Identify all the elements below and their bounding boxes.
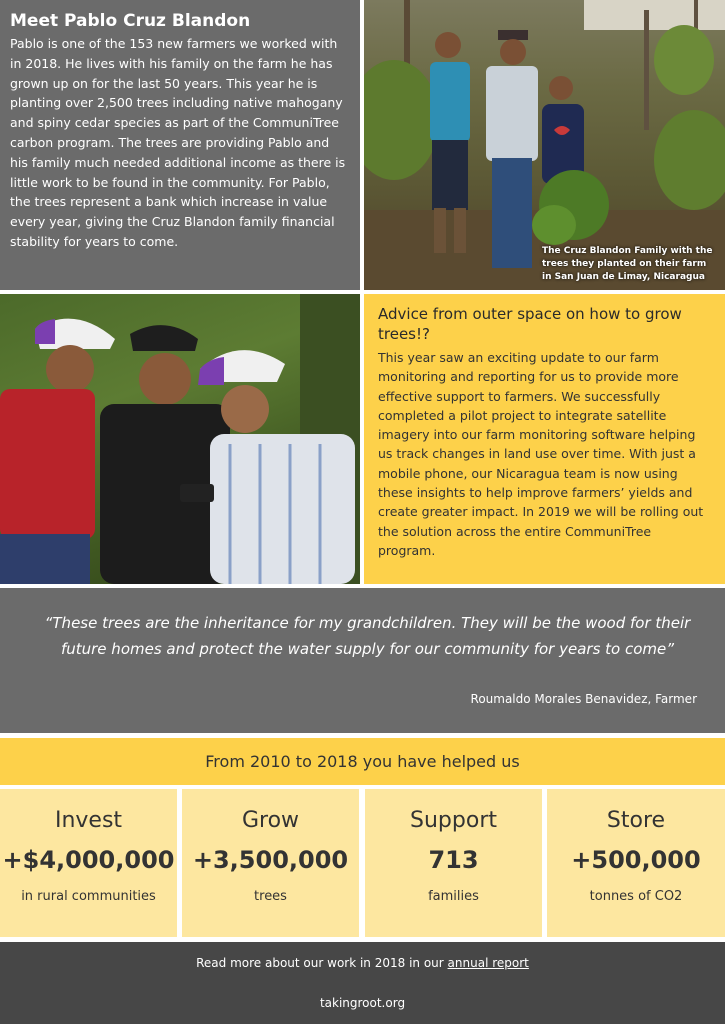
annual-report-link[interactable]: annual report [447, 956, 529, 970]
phone-photo [0, 294, 360, 584]
stat-support [365, 789, 542, 937]
stat-title: Invest [54, 808, 123, 833]
quote-text: “These trees are the inheritance for my grandchildren. They will be the wood for their future homes and protect the water supply for our community for years to come” [44, 614, 691, 658]
stat-value: +3,500,000 [192, 846, 349, 874]
impact-heading-band [0, 738, 725, 785]
stat-title: Support [410, 808, 497, 833]
story-body: Pablo is one of the 153 new farmers we worked with in 2018. He lives with his family on the farm he has grown up on for the last 50 years. This year he is planting over 2,500 trees including native mahogany and spiny cedar species as part of the CommuniTree carbon program. The trees are providing Pablo and his family much needed additional income as there is little work to be found in the community. For Pablo, the trees represent a bank which increase in value every year, giving the Cruz Blandon family financial stability for years to come. [10, 36, 346, 249]
stat-grow [182, 789, 359, 937]
advice-body: This year saw an exciting update to our farm monitoring and reporting for us to provide more effective support to farmers. We successfully completed a pilot project to integrate satellite imagery into our farm monitoring software helping us track changes in land use over time. With just a mobile phone, our Nicaragua team is now using these insights to help improve farmers’ yields and create greater impact. In 2019 we will be rolling out the solution across the entire CommuniTree program. [378, 350, 704, 558]
stat-value: 713 [428, 846, 479, 874]
stat-title: Store [606, 808, 666, 833]
impact-heading: From 2010 to 2018 you have helped us [205, 752, 520, 771]
stat-unit: trees [254, 889, 287, 904]
stat-unit: families [428, 889, 479, 904]
read-more-line [0, 956, 725, 970]
stat-store [547, 789, 725, 937]
advice-title: Advice from outer space on how to grow trees!? [378, 305, 682, 343]
site-url: takingroot.org [319, 996, 406, 1010]
quote-panel [0, 588, 725, 733]
stat-unit: in rural communities [21, 889, 156, 904]
stat-unit: tonnes of CO2 [589, 889, 683, 904]
read-more-text: Read more about our work in 2018 in our [196, 956, 448, 970]
stat-invest [0, 789, 177, 937]
family-photo [364, 0, 725, 290]
footer [0, 942, 725, 1024]
advice-panel [364, 294, 725, 584]
story-title: Meet Pablo Cruz Blandon [10, 11, 251, 31]
family-photo-caption: The Cruz Blandon Family with the trees they planted on their farm in San Juan de Limay, Nicaragua [542, 246, 713, 282]
stat-value: +$4,000,000 [2, 846, 175, 874]
stat-value: +500,000 [571, 846, 701, 874]
story-panel [0, 0, 360, 290]
stat-title: Grow [241, 808, 300, 833]
phone-photo-illustration [0, 294, 360, 584]
quote-author: Roumaldo Morales Benavidez, Farmer [470, 692, 697, 706]
